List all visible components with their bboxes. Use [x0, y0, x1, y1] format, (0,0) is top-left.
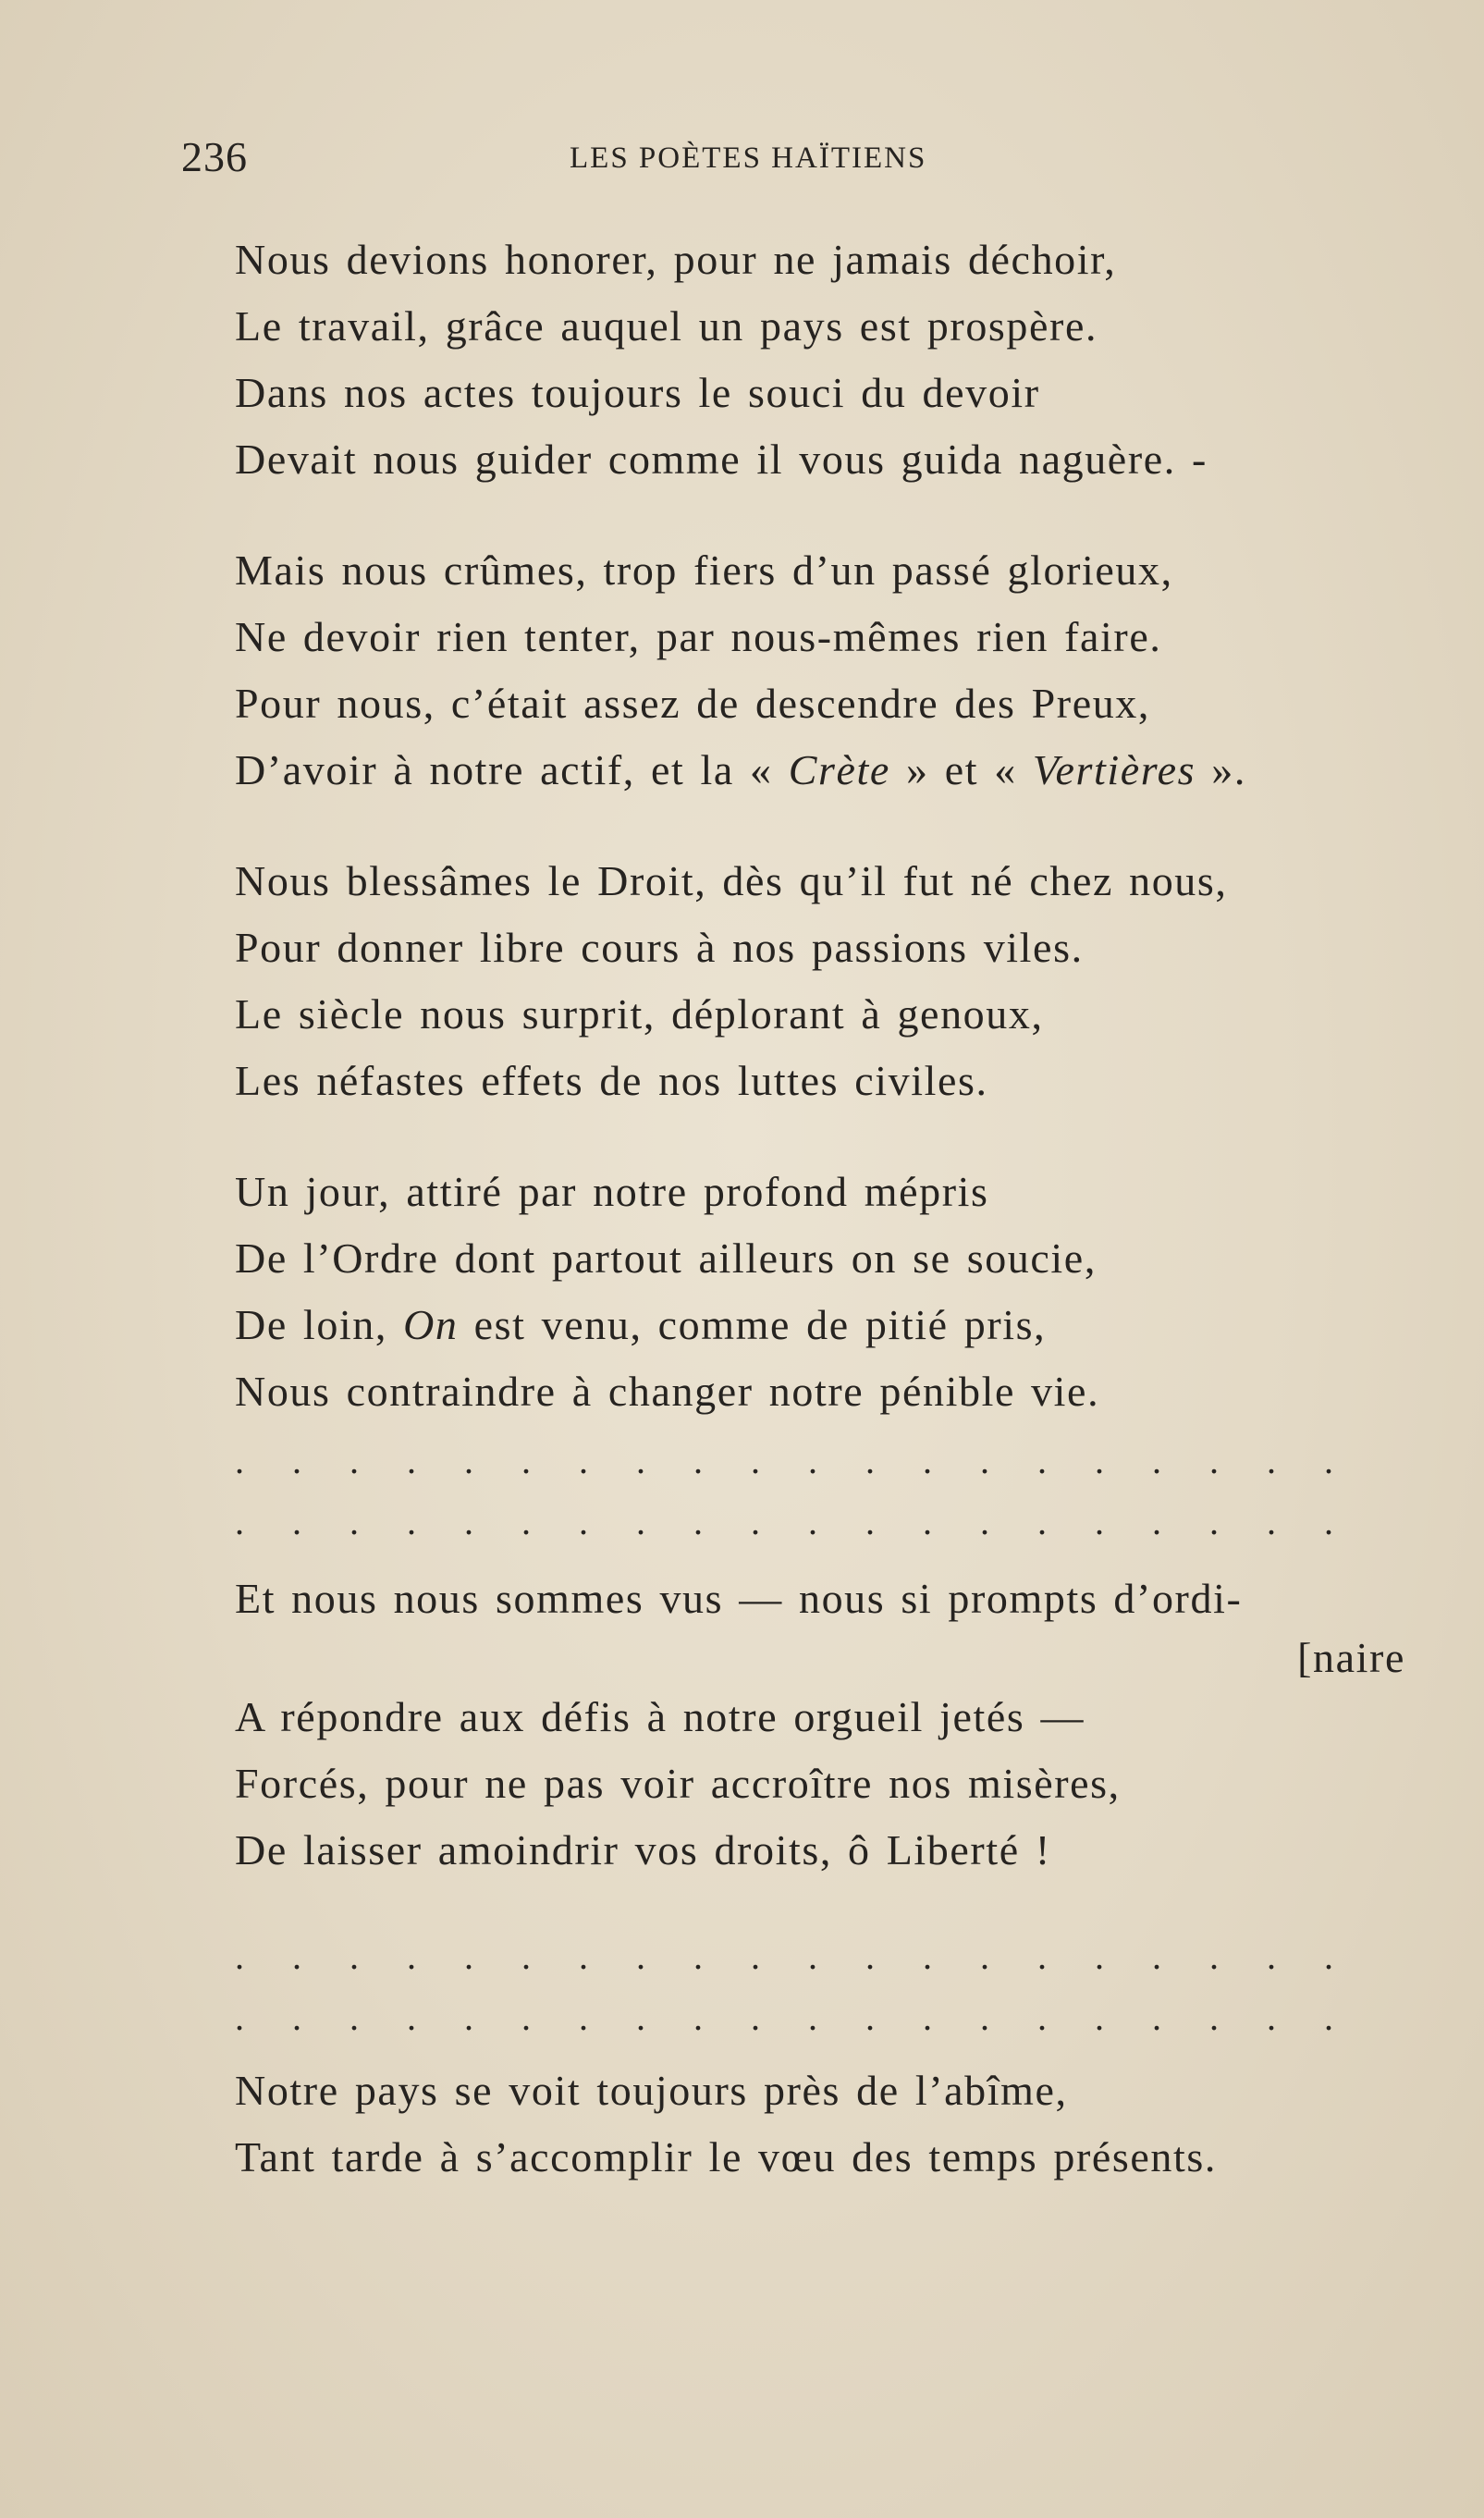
italic-word: Crète: [788, 746, 890, 793]
line-continuation: [naire: [1297, 1634, 1405, 1681]
ellipsis-rows: [235, 1926, 1409, 2048]
stanza-2: [235, 537, 1409, 804]
poem-line: Dans nos actes toujours le souci du devoir: [235, 369, 1040, 416]
line-text: ».: [1196, 746, 1246, 793]
ellipsis-row: . . . . . . . . . . . . . . . . . . . .: [235, 1935, 1351, 1977]
page-number: 236: [181, 133, 248, 180]
line-text: D’avoir à notre actif, et la «: [235, 746, 789, 793]
line-text: » et «: [889, 746, 1033, 793]
poem: [235, 227, 1409, 2235]
italic-word: On: [403, 1301, 459, 1348]
ellipsis-row: . . . . . . . . . . . . . . . . . . . .: [235, 1996, 1351, 2038]
poem-line: Le siècle nous surprit, déplorant à genoux,: [235, 990, 1044, 1038]
poem-line: Ne devoir rien tenter, par nous-mêmes rien faire.: [235, 613, 1162, 660]
poem-line: A répondre aux défis à notre orgueil jetés —: [235, 1693, 1085, 1740]
poem-line: [235, 1292, 1409, 1358]
poem-line: Et nous nous sommes vus — nous si prompts d’ordi-: [235, 1575, 1243, 1622]
poem-line: Nous contraindre à changer notre pénible vie.: [235, 1368, 1100, 1415]
line-text: est venu, comme de pitié pris,: [458, 1301, 1047, 1348]
stanza-1: [235, 227, 1409, 493]
stanza-5: [235, 1566, 1409, 1884]
running-title: LES POÈTES HAÏTIENS: [570, 141, 927, 175]
line-text: De loin,: [235, 1301, 404, 1348]
poem-line: Nous blessâmes le Droit, dès qu’il fut né chez nous,: [235, 857, 1228, 904]
poem-line: Forcés, pour ne pas voir accroître nos misères,: [235, 1760, 1121, 1807]
stanza-6: [235, 2057, 1409, 2191]
poem-line: De laisser amoindrir vos droits, ô Liberté !: [235, 1826, 1051, 1873]
poem-line: Les néfastes effets de nos luttes civiles.: [235, 1057, 988, 1104]
italic-word: Vertières: [1032, 746, 1196, 793]
stanza-4: [235, 1159, 1409, 1425]
poem-line: Tant tarde à s’accomplir le vœu des temps présents.: [235, 2133, 1218, 2180]
poem-line: De l’Ordre dont partout ailleurs on se soucie,: [235, 1234, 1097, 1282]
poem-line: Un jour, attiré par notre profond mépris: [235, 1168, 989, 1215]
poem-line: Pour donner libre cours à nos passions viles.: [235, 924, 1084, 971]
poem-line: Pour nous, c’était assez de descendre des Preux,: [235, 680, 1151, 727]
poem-line: Mais nous crûmes, trop fiers d’un passé glorieux,: [235, 547, 1173, 594]
poem-line: Le travail, grâce auquel un pays est prospère.: [235, 302, 1098, 350]
poem-line: Notre pays se voit toujours près de l’abîme,: [235, 2067, 1068, 2114]
poem-line: [235, 737, 1409, 804]
poem-line: Nous devions honorer, pour ne jamais déchoir,: [235, 236, 1117, 283]
stanza-3: [235, 848, 1409, 1114]
ellipsis-row: . . . . . . . . . . . . . . . . . . . .: [235, 1501, 1351, 1542]
ellipsis-row: . . . . . . . . . . . . . . . . . . . .: [235, 1440, 1351, 1481]
poem-line: Devait nous guider comme il vous guida naguère. -: [235, 436, 1208, 483]
page-header: [181, 132, 1337, 188]
ellipsis-rows: [235, 1431, 1409, 1553]
